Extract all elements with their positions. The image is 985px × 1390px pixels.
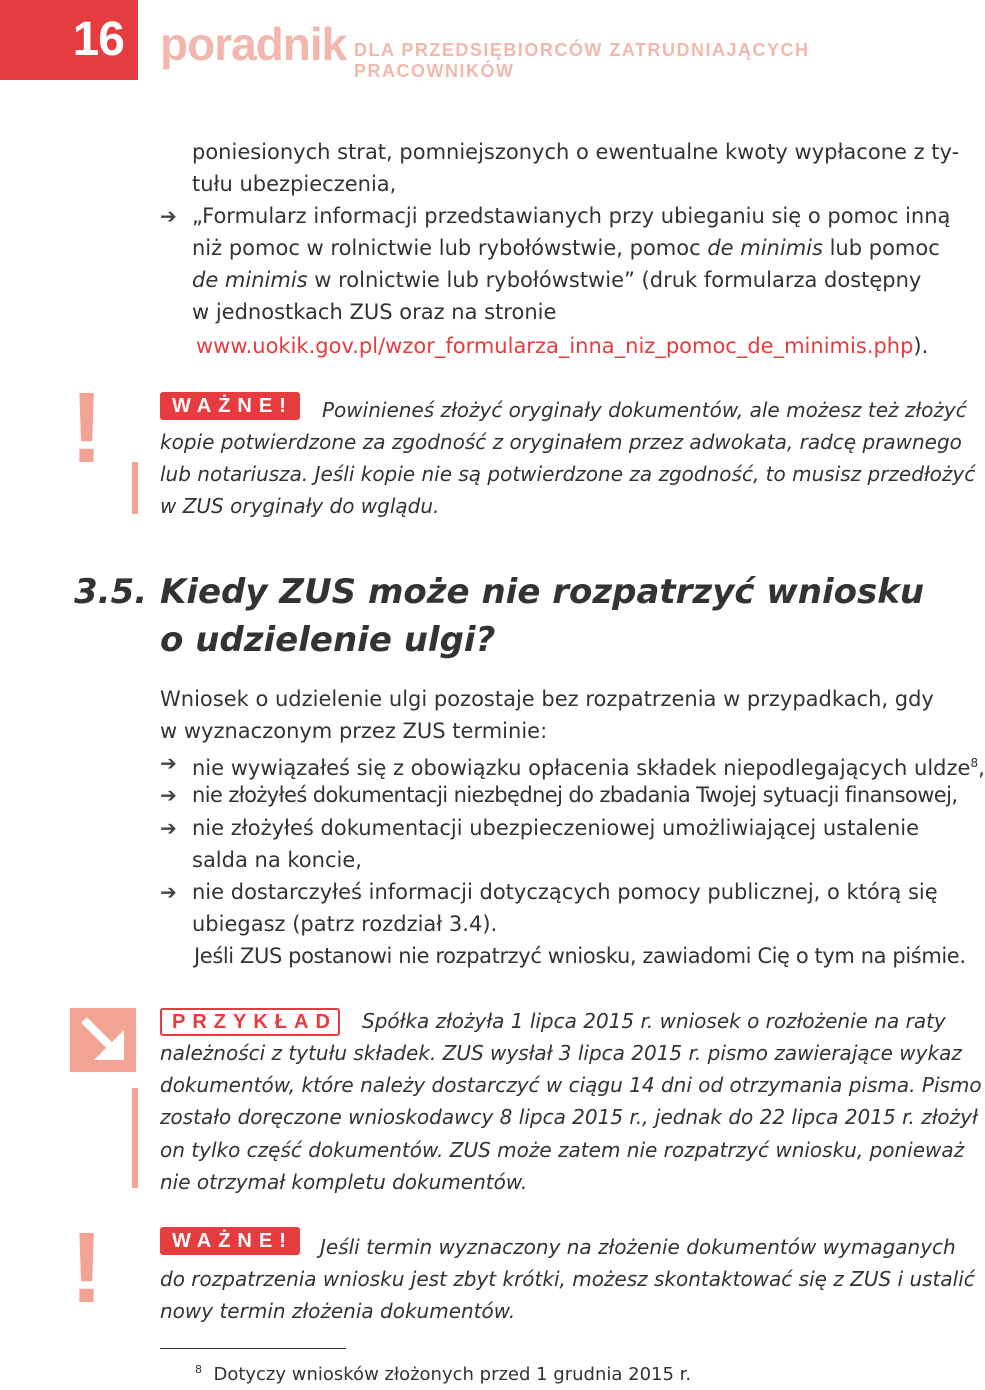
arrow-bullet-icon: ➔ — [160, 751, 177, 775]
example-line-5: on tylko część dokumentów. ZUS może zatem nie rozpatrzyć wniosku, ponieważ — [160, 1138, 965, 1162]
form-bullet-line-1: „Formularz informacji przedstawianych przy ubieganiu się o pomoc inną — [192, 204, 951, 228]
section-para-line-2: w wyznaczonym przez ZUS terminie: — [160, 719, 548, 743]
form-link-line: www.uokik.gov.pl/wzor_formularza_inna_niz_pomoc_de_minimis.php). — [196, 334, 929, 358]
arrow-bullet-icon: ➔ — [160, 880, 177, 904]
uokik-link[interactable]: www.uokik.gov.pl/wzor_formularza_inna_niz_pomoc_de_minimis.php — [196, 334, 914, 358]
example-side-bar — [132, 1088, 138, 1188]
brand-title: poradnik — [160, 18, 347, 70]
note1-line-3: lub notariusza. Jeśli kopie nie są potwierdzone za zgodność, to musisz przedłożyć — [160, 462, 976, 486]
note-side-bar — [132, 462, 138, 514]
example-badge: PRZYKŁAD — [160, 1008, 340, 1036]
condition-4-line-2: ubiegasz (patrz rozdział 3.4). — [192, 912, 498, 936]
condition-3-line-2: salda na koncie, — [192, 848, 362, 872]
arrow-bullet-icon: ➔ — [160, 783, 177, 807]
note1-line-4: w ZUS oryginały do wglądu. — [160, 494, 440, 518]
exclamation-icon: ! — [70, 372, 104, 484]
section-number: 3.5. — [74, 572, 148, 612]
example-line-1: Spółka złożyła 1 lipca 2015 r. wniosek o rozłożenie na raty — [362, 1009, 946, 1033]
example-line-3: dokumentów, które należy dostarczyć w ciągu 14 dni od otrzymania pisma. Pismo — [160, 1073, 982, 1097]
footnote-rule — [160, 1348, 346, 1349]
page-number: 16 — [0, 0, 138, 80]
arrow-bullet-icon: ➔ — [160, 816, 177, 840]
condition-1: nie wywiązałeś się z obowiązku opłacenia składek niepodlegających uldze$^8$, — [192, 756, 985, 780]
note2-line-3: nowy termin złożenia dokumentów. — [160, 1299, 516, 1323]
example-line-6: nie otrzymał kompletu dokumentów. — [160, 1170, 528, 1194]
important-badge: WAŻNE! — [160, 1227, 300, 1255]
condition-2: nie złożyłeś dokumentacji niezbędnej do zbadania Twojej sytuacji finansowej, — [192, 783, 958, 807]
note2-line-2: do rozpatrzenia wniosku jest zbyt krótki, możesz skontaktować się z ZUS i ustalić — [160, 1267, 975, 1291]
example-line-2: należności z tytułu składek. ZUS wysłał 3 lipca 2015 r. pismo zawierające wykaz — [160, 1041, 962, 1065]
arrow-bullet-icon: ➔ — [160, 204, 177, 228]
section-title-line-2: o udzielenie ulgi? — [160, 620, 496, 660]
exclamation-icon: ! — [70, 1212, 104, 1324]
form-bullet-line-4: w jednostkach ZUS oraz na stronie — [192, 300, 557, 324]
header-subtitle: DLA PRZEDSIĘBIORCÓW ZATRUDNIAJĄCYCH PRACOWNIKÓW — [354, 40, 810, 81]
note1-line-2: kopie potwierdzone za zgodność z oryginałem przez adwokata, radcę prawnego — [160, 430, 962, 454]
section-para-line-1: Wniosek o udzielenie ulgi pozostaje bez rozpatrzenia w przypadkach, gdy — [160, 687, 934, 711]
page-header — [0, 0, 960, 80]
intro-line-1: poniesionych strat, pomniejszonych o ewentualne kwoty wypłacone z ty- — [192, 140, 960, 164]
footnote: $^8$ Dotyczy wniosków złożonych przed 1 grudnia 2015 r. — [195, 1363, 692, 1385]
section-title-line-1: Kiedy ZUS może nie rozpatrzyć wniosku — [160, 572, 925, 612]
important-badge: WAŻNE! — [160, 392, 300, 420]
example-arrow-icon — [70, 1008, 136, 1072]
example-line-4: zostało doręczone wnioskodawcy 8 lipca 2015 r., jednak do 22 lipca 2015 r. złożył — [160, 1105, 978, 1129]
note2-line-1: Jeśli termin wyznaczony na złożenie dokumentów wymaganych — [320, 1235, 956, 1259]
condition-4-line-1: nie dostarczyłeś informacji dotyczących pomocy publicznej, o którą się — [192, 880, 938, 904]
form-bullet-line-3: de minimis w rolnictwie lub rybołówstwie” (druk formularza dostępny — [192, 268, 922, 292]
note1-line-1: Powinieneś złożyć oryginały dokumentów, ale możesz też złożyć — [322, 398, 967, 422]
form-bullet-line-2: niż pomoc w rolnictwie lub rybołówstwie, pomoc de minimis lub pomoc — [192, 236, 940, 260]
section-closing: Jeśli ZUS postanowi nie rozpatrzyć wniosku, zawiadomi Cię o tym na piśmie. — [194, 944, 966, 968]
condition-3-line-1: nie złożyłeś dokumentacji ubezpieczeniowej umożliwiającej ustalenie — [192, 816, 920, 840]
intro-line-2: tułu ubezpieczenia, — [192, 172, 397, 196]
